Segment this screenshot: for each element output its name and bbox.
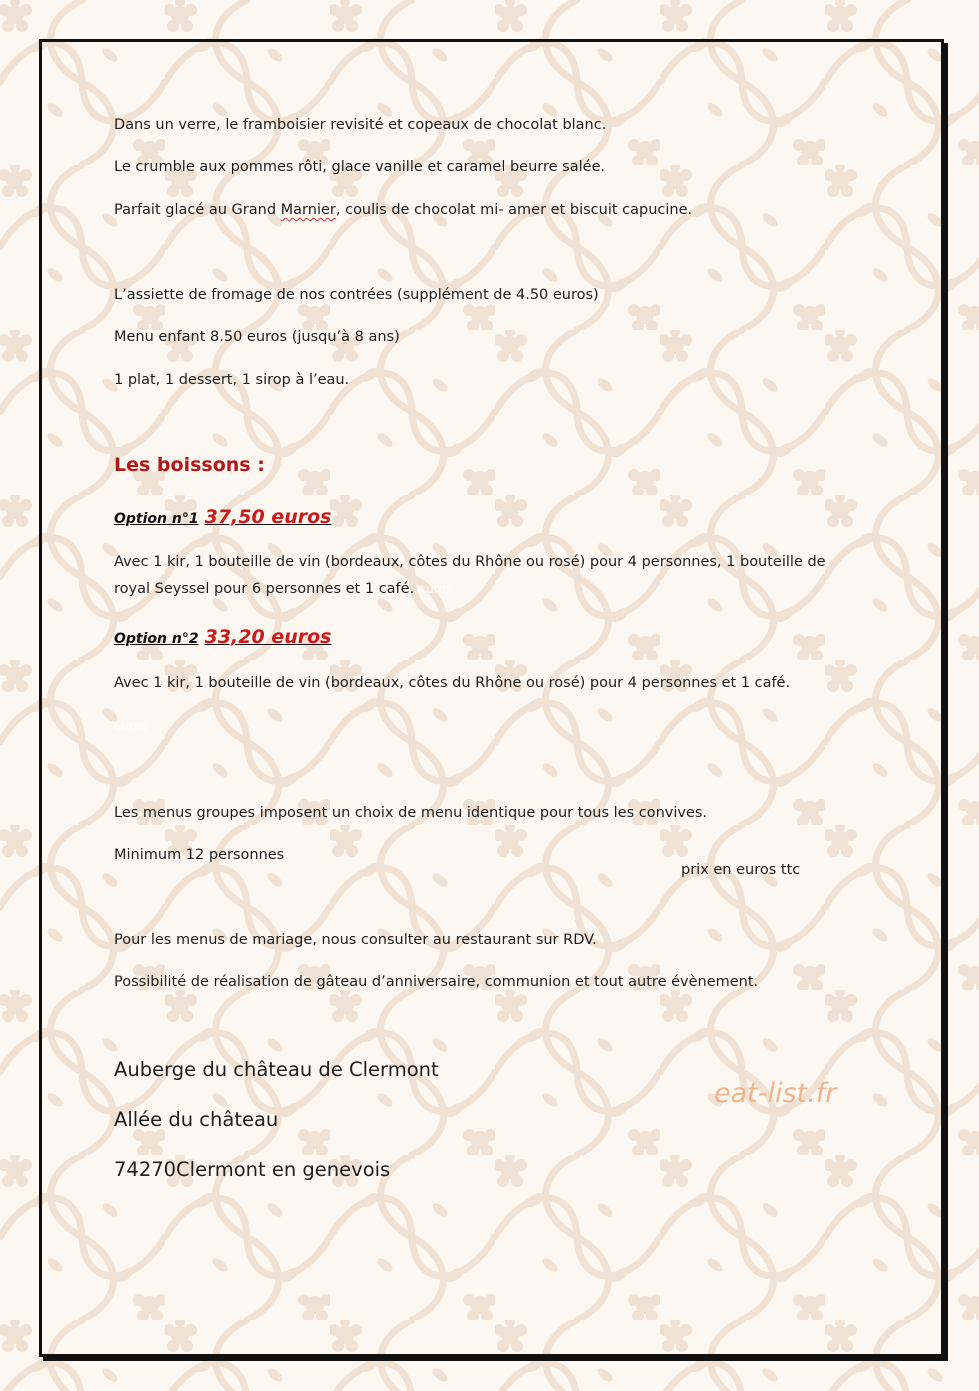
dessert-line-2: Le crumble aux pommes rôti, glace vanille et caramel beurre salée.	[114, 159, 606, 175]
restaurant-name: Auberge du château de Clermont	[114, 1058, 439, 1081]
kids-menu-line: Menu enfant 8.50 euros (jusqu’à 8 ans)	[114, 329, 400, 345]
drink-option-1-title	[114, 507, 331, 529]
dessert-line-3	[114, 200, 692, 220]
drink-option-1-price: 37,50 euros	[204, 506, 332, 528]
drink-option-2-title	[114, 627, 331, 649]
price-note: prix en euros ttc	[681, 861, 801, 878]
dessert-line-3-start: Parfait glacé au Grand	[114, 202, 281, 218]
cake-info: Possibilité de réalisation de gâteau d’anniversaire, communion et tout autre évènement.	[114, 974, 759, 990]
group-identical-menu: Les menus groupes imposent un choix de menu identique pour tous les convives.	[114, 805, 708, 821]
drink-option-1-description: Avec 1 kir, 1 bouteille de vin (bordeaux, côtes du Rhône ou rosé) pour 4 personnes, 1 bouteille de royal Seyssel pour 6 personnes et 1 café. euros	[114, 554, 826, 597]
wedding-info: Pour les menus de mariage, nous consulter au restaurant sur RDV.	[114, 932, 597, 948]
drink-option-2-price: 33,20 euros	[204, 626, 332, 648]
drink-option-2-label: Option n°2	[114, 631, 199, 647]
address-city: 74270Clermont en genevois	[114, 1158, 391, 1181]
drink-option-2-description: Avec 1 kir, 1 bouteille de vin (bordeaux, côtes du Rhône ou rosé) pour 4 personnes et 1 café.	[114, 675, 791, 691]
dessert-line-1: Dans un verre, le framboisier revisité et copeaux de chocolat blanc.	[114, 117, 607, 133]
group-minimum: Minimum 12 personnes	[114, 847, 285, 863]
drink-option-1-label: Option n°1	[114, 511, 199, 527]
cheese-plate-line: L’assiette de fromage de nos contrées (supplément de 4.50 euros)	[114, 287, 599, 303]
drinks-heading: Les boissons :	[114, 454, 265, 476]
address-street: Allée du château	[114, 1108, 279, 1131]
watermark: eat-list.fr	[714, 1078, 837, 1109]
kids-menu-detail: 1 plat, 1 dessert, 1 sirop à l’eau.	[114, 372, 350, 388]
drink-option-1-faint-note: euros	[418, 582, 453, 596]
dessert-line-3-end: , coulis de chocolat mi- amer et biscuit capucine.	[335, 202, 693, 218]
spellcheck-marked-word: Marnier	[280, 202, 336, 218]
drink-option-2-faint-note: euros	[114, 719, 148, 733]
